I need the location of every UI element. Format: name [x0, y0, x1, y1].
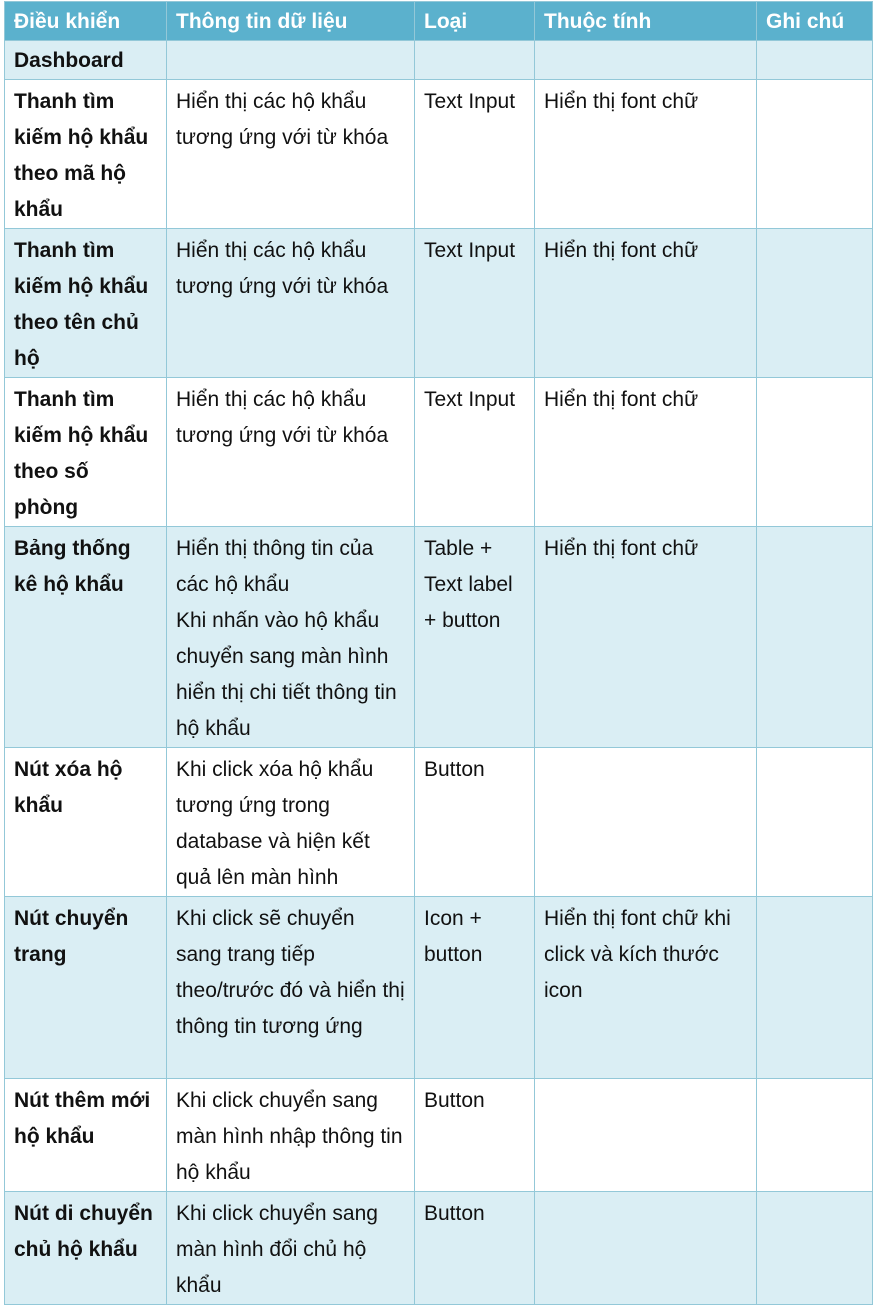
cell-attribute: Hiển thị font chữ: [535, 80, 757, 229]
cell-info: Khi click chuyển sang màn hình nhập thông tin hộ khẩu: [167, 1079, 415, 1192]
cell-type: Text Input: [415, 378, 535, 527]
document-page: [4, 1, 872, 1305]
cell-control: Thanh tìm kiếm hộ khẩu theo số phòng: [5, 378, 167, 527]
cell-note: [757, 1192, 873, 1305]
cell-type: [415, 41, 535, 80]
table-row: [5, 527, 873, 748]
cell-info: Khi click xóa hộ khẩu tương ứng trong database và hiện kết quả lên màn hình: [167, 748, 415, 897]
cell-type: Button: [415, 748, 535, 897]
cell-note: [757, 748, 873, 897]
cell-info: Hiển thị các hộ khẩu tương ứng với từ khóa: [167, 378, 415, 527]
cell-note: [757, 41, 873, 80]
cell-type: Table + Text label + button: [415, 527, 535, 748]
cell-info: Khi click chuyển sang màn hình đổi chủ hộ khẩu: [167, 1192, 415, 1305]
cell-type: Button: [415, 1079, 535, 1192]
table-row: [5, 897, 873, 1079]
table-row: [5, 229, 873, 378]
cell-type: Button: [415, 1192, 535, 1305]
cell-attribute: Hiển thị font chữ: [535, 527, 757, 748]
cell-info: Khi click sẽ chuyển sang trang tiếp theo/trước đó và hiển thị thông tin tương ứng: [167, 897, 415, 1079]
table-row: [5, 41, 873, 80]
table-body: [5, 41, 873, 1305]
cell-info: Hiển thị các hộ khẩu tương ứng với từ khóa: [167, 80, 415, 229]
cell-control: Bảng thống kê hộ khẩu: [5, 527, 167, 748]
cell-control: Nút di chuyển chủ hộ khẩu: [5, 1192, 167, 1305]
header-attribute: Thuộc tính: [535, 2, 757, 41]
table-row: [5, 748, 873, 897]
table-row: [5, 80, 873, 229]
cell-control: Nút chuyển trang: [5, 897, 167, 1079]
cell-control: Thanh tìm kiếm hộ khẩu theo tên chủ hộ: [5, 229, 167, 378]
cell-control: Nút thêm mới hộ khẩu: [5, 1079, 167, 1192]
cell-attribute: Hiển thị font chữ: [535, 378, 757, 527]
cell-note: [757, 229, 873, 378]
header-note: Ghi chú: [757, 2, 873, 41]
cell-note: [757, 1079, 873, 1192]
cell-note: [757, 527, 873, 748]
cell-attribute: [535, 1192, 757, 1305]
cell-info: Hiển thị thông tin của các hộ khẩu Khi nhấn vào hộ khẩu chuyển sang màn hình hiển thị chi tiết thông tin hộ khẩu: [167, 527, 415, 748]
table-row: [5, 1079, 873, 1192]
cell-info: Hiển thị các hộ khẩu tương ứng với từ khóa: [167, 229, 415, 378]
cell-attribute: [535, 41, 757, 80]
cell-attribute: [535, 1079, 757, 1192]
header-row: [5, 2, 873, 41]
cell-attribute: Hiển thị font chữ: [535, 229, 757, 378]
cell-info: [167, 41, 415, 80]
control-spec-table: [4, 1, 873, 1305]
cell-attribute: [535, 748, 757, 897]
cell-control: Nút xóa hộ khẩu: [5, 748, 167, 897]
cell-type: Text Input: [415, 80, 535, 229]
cell-note: [757, 378, 873, 527]
table-row: [5, 378, 873, 527]
header-data-info: Thông tin dữ liệu: [167, 2, 415, 41]
cell-note: [757, 80, 873, 229]
table-row: [5, 1192, 873, 1305]
cell-type: Text Input: [415, 229, 535, 378]
cell-attribute: Hiển thị font chữ khi click và kích thước icon: [535, 897, 757, 1079]
header-type: Loại: [415, 2, 535, 41]
cell-type: Icon + button: [415, 897, 535, 1079]
header-control: Điều khiển: [5, 2, 167, 41]
table-header: [5, 2, 873, 41]
cell-note: [757, 897, 873, 1079]
cell-control: Dashboard: [5, 41, 167, 80]
cell-control: Thanh tìm kiếm hộ khẩu theo mã hộ khẩu: [5, 80, 167, 229]
